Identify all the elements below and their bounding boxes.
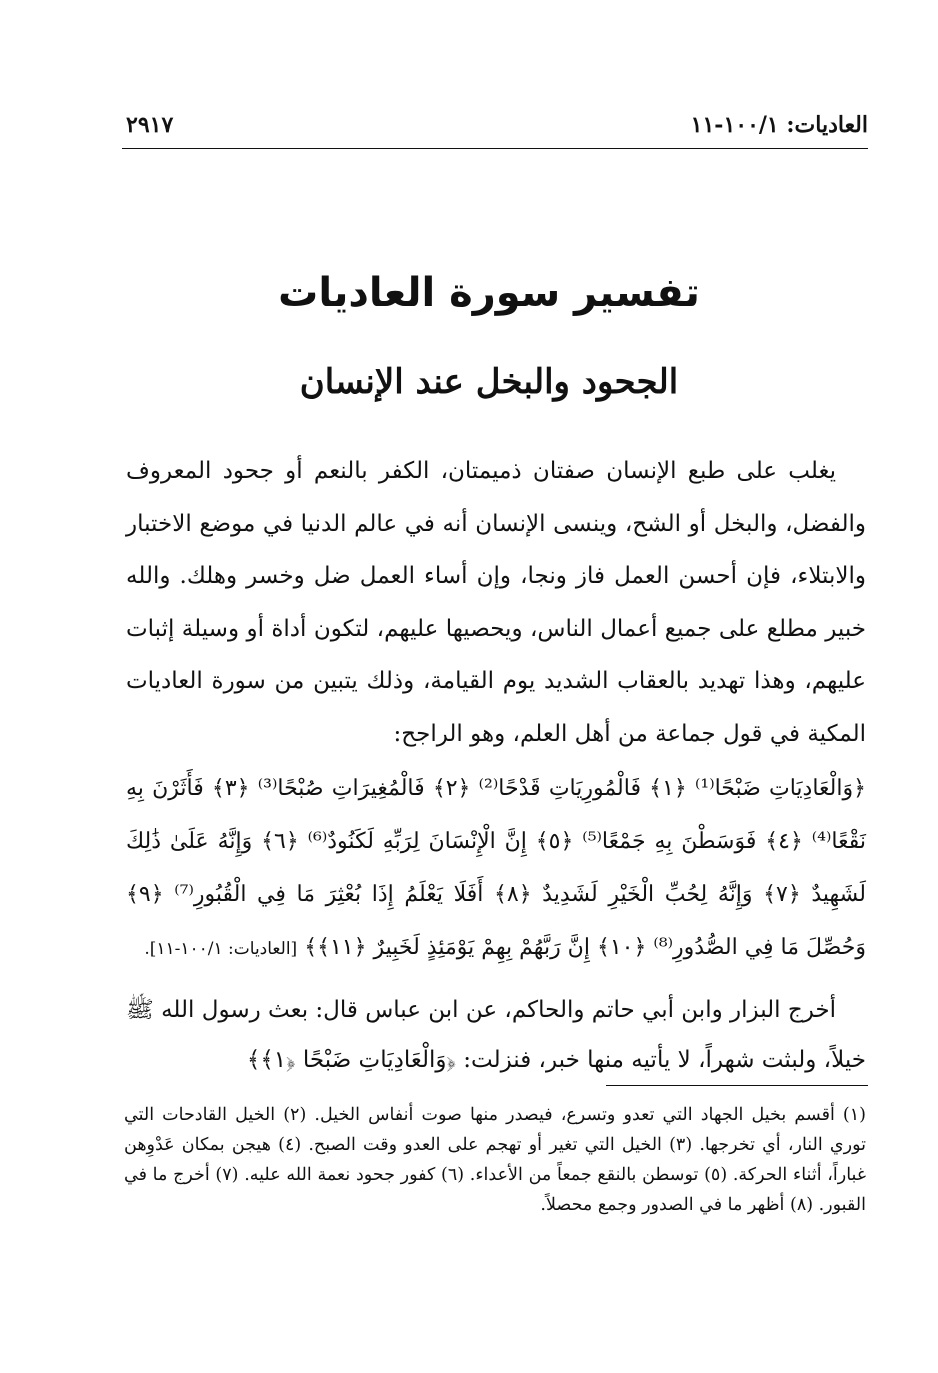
verses-reference: [العاديات: ١٠٠/١-١١]. — [144, 939, 298, 959]
running-head-title: العاديات: ١٠٠/١-١١ — [690, 112, 868, 138]
footnotes-text: (١) أقسم بخيل الجهاد التي تعدو وتسرع، فيصدر منها صوت أنفاس الخيل. (٢) الخيل القادحات التي توري النار، أي تخرجها. (٣) الخيل التي تغير أو تهجم على العدو وقت الصبح. (٤) هيجن بمكان عَدْوِهن غباراً، أثناء الحركة. (٥) توسطن بالنقع جمعاً من الأعداء. (٦) كفور جحود نعمة الله عليه. (٧) أخرج ما في القبور. (٨) أظهر ما في الصدور وجمع محصلاً. — [124, 1105, 866, 1215]
hadith-paragraph — [126, 985, 866, 1085]
hadith-text: أخرج البزار وابن أبي حاتم والحاكم، عن ابن عباس قال: بعث رسول الله ﷺ خيلاً، ولبثت شهراً، لا يأتيه منها خبر، فنزلت: ﴿وَالْعَادِيَاتِ ضَبْحًا ﴿١﴾﴾ — [126, 997, 866, 1073]
introduction-paragraph — [126, 445, 866, 760]
section-title: الجحود والبخل عند الإنسان — [299, 362, 679, 402]
page-number: ٢٩١٧ — [126, 112, 174, 138]
verses-text: ﴿وَالْعَادِيَاتِ ضَبْحًا⁽¹⁾ ﴿١﴾ فَالْمُورِيَاتِ قَدْحًا⁽²⁾ ﴿٢﴾ فَالْمُغِيرَاتِ صُبْحًا⁽³⁾ ﴿٣﴾ فَأَثَرْنَ بِهِ نَقْعًا⁽⁴⁾ ﴿٤﴾ فَوَسَطْنَ بِهِ جَمْعًا⁽⁵⁾ ﴿٥﴾ إِنَّ الْإِنْسَانَ لِرَبِّهِ لَكَنُودٌ⁽⁶⁾ ﴿٦﴾ وَإِنَّهُ عَلَىٰ ذَٰلِكَ لَشَهِيدٌ ﴿٧﴾ وَإِنَّهُ لِحُبِّ الْخَيْرِ لَشَدِيدٌ ﴿٨﴾ أَفَلَا يَعْلَمُ إِذَا بُعْثِرَ مَا فِي الْقُبُورِ⁽⁷⁾ ﴿٩﴾ وَحُصِّلَ مَا فِي الصُّدُورِ⁽⁸⁾ ﴿١٠﴾ إِنَّ رَبَّهُمْ بِهِمْ يَوْمَئِذٍ لَخَبِيرٌ ﴿١١﴾﴾ — [126, 776, 866, 960]
footnote-separator — [606, 1085, 868, 1086]
running-header — [122, 108, 868, 149]
footnotes — [124, 1100, 866, 1220]
introduction-text: يغلب على طبع الإنسان صفتان ذميمتان، الكفر بالنعم أو جحود المعروف والفضل، والبخل أو الشح، وينسى الإنسان أنه في عالم الدنيا في موضع الاختبار والابتلاء، فإن أحسن العمل فاز ونجا، وإن أساء العمل ضل وخسر وهلك. والله خبير مطلع على جميع أعمال الناس، ويحصيها عليهم، لتكون أداة أو وسيلة إثبات عليهم، وهذا تهديد بالعقاب الشديد يوم القيامة، وذلك يتبين من سورة العاديات المكية في قول جماعة من أهل العلم، وهو الراجح: — [126, 458, 866, 747]
surah-title: تفسير سورة العاديات — [278, 270, 700, 316]
quran-verses — [126, 762, 866, 976]
